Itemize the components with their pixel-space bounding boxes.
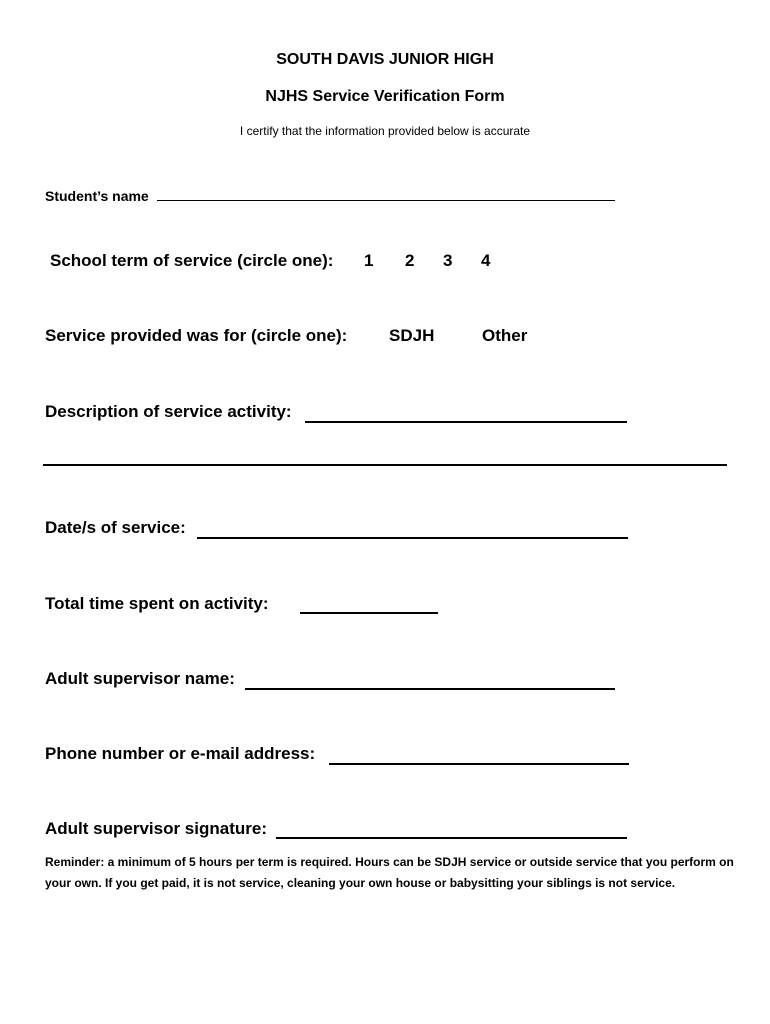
description-label: Description of service activity: bbox=[45, 402, 292, 421]
contact-field[interactable] bbox=[329, 763, 629, 765]
term-option-4[interactable]: 4 bbox=[481, 251, 491, 270]
term-label: School term of service (circle one): bbox=[50, 251, 334, 270]
service-option-sdjh[interactable]: SDJH bbox=[389, 326, 435, 345]
form-title: NJHS Service Verification Form bbox=[265, 88, 505, 105]
dates-label: Date/s of service: bbox=[45, 518, 186, 537]
student-name-label: Student’s name bbox=[45, 188, 149, 204]
term-option-2[interactable]: 2 bbox=[405, 251, 415, 270]
student-name-field[interactable] bbox=[157, 186, 615, 201]
certify-statement: I certify that the information provided below is accurate bbox=[239, 124, 531, 138]
contact-label: Phone number or e-mail address: bbox=[45, 744, 316, 763]
term-option-1[interactable]: 1 bbox=[364, 251, 374, 270]
term-option-3[interactable]: 3 bbox=[443, 251, 453, 270]
supervisor-name-field[interactable] bbox=[245, 688, 615, 690]
signature-field[interactable] bbox=[276, 837, 627, 839]
school-name: SOUTH DAVIS JUNIOR HIGH bbox=[276, 51, 494, 68]
description-field[interactable] bbox=[305, 421, 627, 423]
service-for-label: Service provided was for (circle one): bbox=[45, 326, 348, 345]
student-name-row bbox=[45, 186, 615, 204]
total-time-label: Total time spent on activity: bbox=[45, 594, 269, 613]
supervisor-name-label: Adult supervisor name: bbox=[45, 669, 235, 688]
total-time-field[interactable] bbox=[300, 612, 438, 614]
signature-label: Adult supervisor signature: bbox=[45, 819, 267, 838]
service-option-other[interactable]: Other bbox=[482, 326, 528, 345]
reminder-text: Reminder: a minimum of 5 hours per term is required. Hours can be SDJH service or outside service that you perform on your own. If you get paid, it is not service, cleaning your own house or babysitting your siblings is not service. bbox=[45, 855, 734, 890]
dates-field[interactable] bbox=[197, 537, 628, 539]
description-field-line-2[interactable] bbox=[43, 464, 727, 466]
